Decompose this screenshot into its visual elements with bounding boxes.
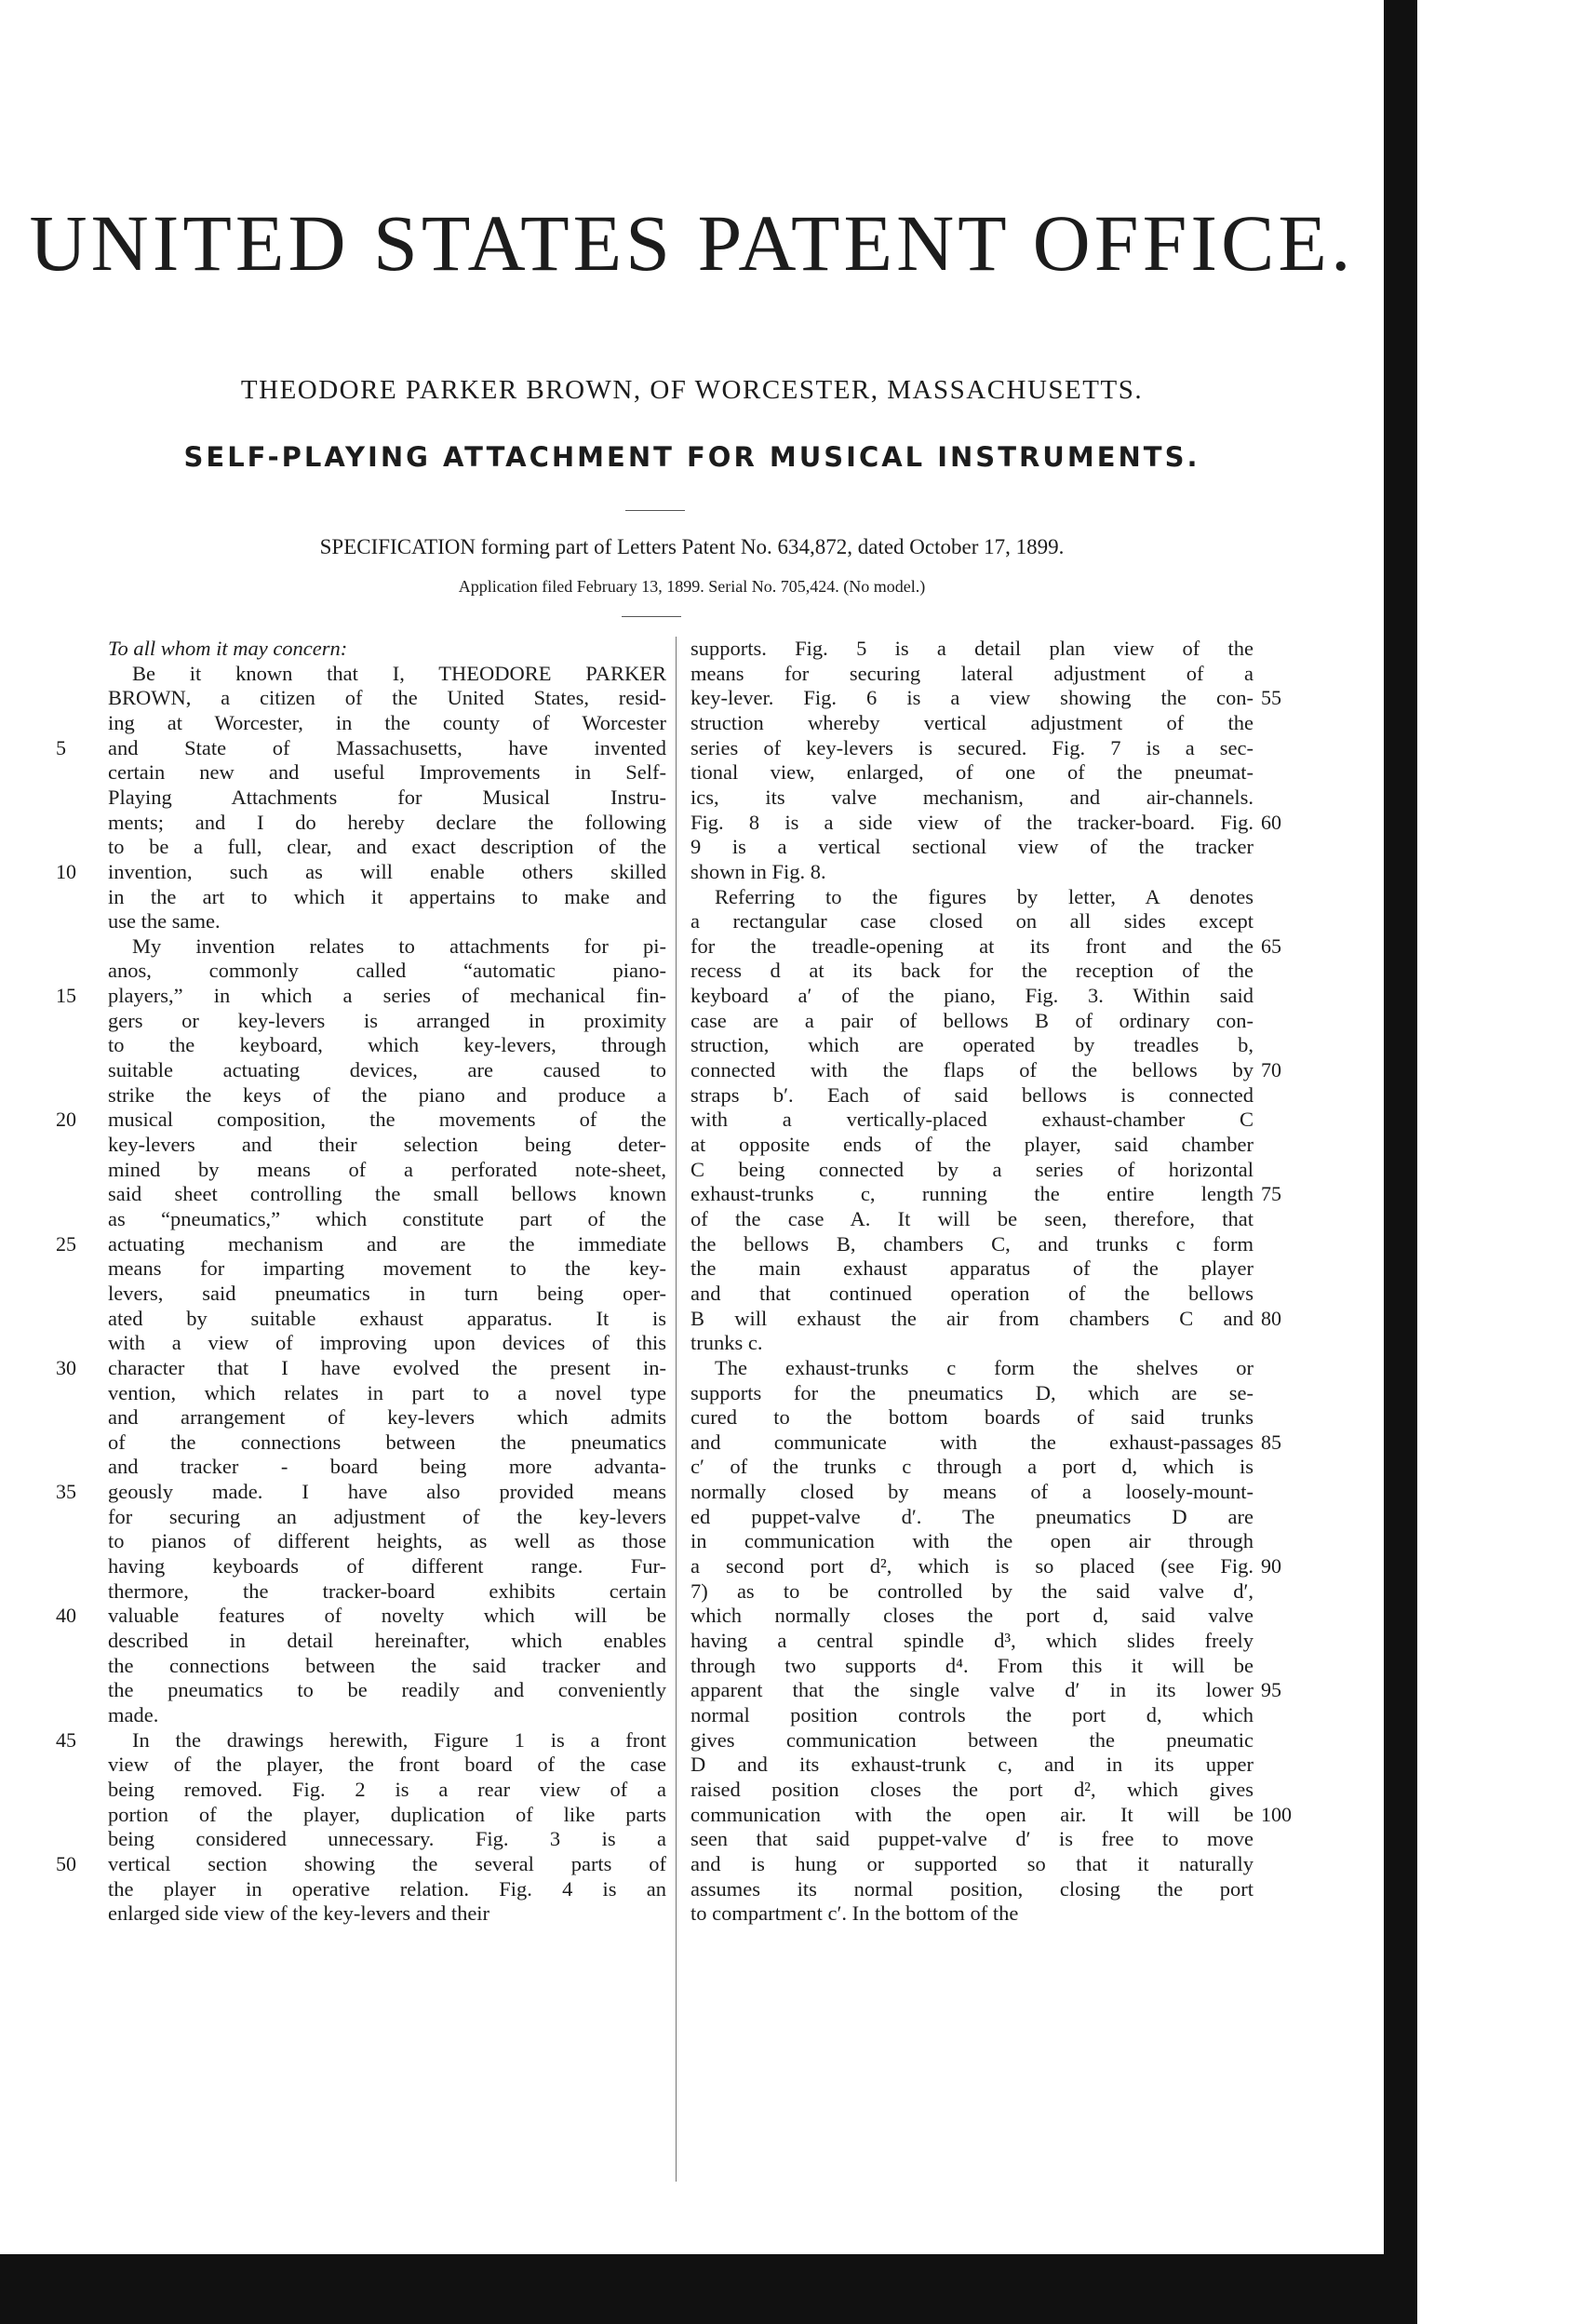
text-line: actuating mechanism and are the immediate	[108, 1231, 666, 1256]
text-line: to compartment c′. In the bottom of the	[690, 1901, 1019, 1926]
text-line: in the art to which it appertains to make and	[108, 884, 666, 908]
text-line: the connections between the said tracker and	[108, 1653, 666, 1677]
line-number: 45	[56, 1727, 76, 1752]
line-number: 75	[1261, 1182, 1281, 1206]
line-number: 100	[1261, 1802, 1292, 1826]
line-number: 15	[56, 984, 76, 1008]
line-number: 65	[1261, 934, 1281, 958]
text-line: My invention relates to attachments for pi-	[132, 934, 666, 958]
text-line: of the connections between the pneumatics	[108, 1430, 666, 1454]
text-line: mined by means of a perforated note-sheet,	[108, 1157, 666, 1181]
text-line: in communication with the open air through	[690, 1529, 1254, 1553]
text-line: being removed. Fig. 2 is a rear view of a	[108, 1777, 666, 1801]
text-line: normal position controls the port d, which	[690, 1702, 1254, 1726]
text-line: of the case A. It will be seen, therefore, that	[690, 1206, 1254, 1230]
text-line: Playing Attachments for Musical Instru-	[108, 785, 666, 809]
text-line: a rectangular case closed on all sides except	[690, 909, 1254, 934]
text-line: and arrangement of key-levers which admits	[108, 1405, 666, 1430]
text-line: levers, said pneumatics in turn being oper-	[108, 1281, 666, 1305]
text-line: having a central spindle d³, which slides freely	[690, 1629, 1254, 1652]
text-line: and tracker - board being more advanta-	[108, 1455, 666, 1479]
text-line: anos, commonly called “automatic piano-	[108, 959, 666, 983]
text-line: trunks c.	[690, 1331, 763, 1355]
text-line: The exhaust-trunks c form the shelves or	[715, 1355, 1254, 1379]
text-line: with a view of improving upon devices of this	[108, 1331, 666, 1355]
text-line: tional view, enlarged, of one of the pneumat-	[690, 760, 1254, 785]
text-line: view of the player, the front board of the case	[108, 1753, 666, 1777]
text-line: and communicate with the exhaust-passages	[690, 1430, 1254, 1454]
text-line: C being connected by a series of horizontal	[690, 1157, 1254, 1181]
text-line: strike the keys of the piano and produce a	[108, 1082, 666, 1107]
text-line: valuable features of novelty which will be	[108, 1604, 666, 1628]
text-line: having keyboards of different range. Fur-	[108, 1554, 666, 1578]
office-title: UNITED STATES PATENT OFFICE.	[29, 198, 1355, 288]
text-line: ments; and I do hereby declare the following	[108, 810, 666, 834]
column-divider	[676, 637, 677, 2182]
line-number: 50	[56, 1851, 76, 1875]
text-line: suitable actuating devices, are caused to	[108, 1058, 666, 1082]
text-line: as “pneumatics,” which constitute part of the	[108, 1206, 666, 1230]
text-line: means for imparting movement to the key-	[108, 1256, 666, 1281]
text-line: 9 is a vertical sectional view of the tracker	[690, 835, 1254, 859]
text-line: supports. Fig. 5 is a detail plan view of the	[690, 637, 1254, 660]
text-line: for securing an adjustment of the key-levers	[108, 1504, 666, 1528]
text-line: ics, its valve mechanism, and air-channels.	[690, 785, 1254, 809]
specification-line: SPECIFICATION forming part of Letters Patent No. 634,872, dated October 17, 1899.	[319, 535, 1065, 558]
text-line: vertical section showing the several parts of	[108, 1851, 666, 1875]
text-line: the player in operative relation. Fig. 4 is an	[108, 1876, 666, 1901]
text-line: thermore, the tracker-board exhibits certain	[108, 1578, 666, 1603]
line-number: 85	[1261, 1430, 1281, 1454]
text-line: shown in Fig. 8.	[690, 859, 826, 883]
text-line: apparent that the single valve d′ in its lower	[690, 1678, 1254, 1702]
line-number: 30	[56, 1355, 76, 1379]
text-line: invention, such as will enable others skilled	[108, 859, 666, 883]
text-line: gers or key-levers is arranged in proximity	[108, 1008, 666, 1032]
text-line: for the treadle-opening at its front and the	[690, 934, 1254, 958]
line-number: 90	[1261, 1554, 1281, 1578]
text-line: and that continued operation of the bellows	[690, 1281, 1254, 1305]
text-line: straps b′. Each of said bellows is connected	[690, 1082, 1254, 1107]
text-line: gives communication between the pneumatic	[690, 1727, 1254, 1752]
line-number: 35	[56, 1480, 76, 1504]
text-line: portion of the player, duplication of like parts	[108, 1802, 666, 1826]
text-line: c′ of the trunks c through a port d, which is	[690, 1455, 1254, 1479]
text-line: case are a pair of bellows B of ordinary con-	[690, 1008, 1254, 1032]
text-line: cured to the bottom boards of said trunks	[690, 1405, 1254, 1430]
text-line: Referring to the figures by letter, A denotes	[715, 884, 1254, 908]
text-line: ed puppet-valve d′. The pneumatics D are	[690, 1504, 1254, 1528]
text-line: struction whereby vertical adjustment of the	[690, 710, 1254, 734]
header-rule	[625, 510, 685, 511]
text-line: Be it known that I, THEODORE PARKER	[132, 661, 666, 685]
text-line: geously made. I have also provided means	[108, 1480, 666, 1504]
text-line: the bellows B, chambers C, and trunks c form	[690, 1231, 1254, 1256]
text-line: through two supports d⁴. From this it will be	[690, 1653, 1254, 1677]
line-number: 40	[56, 1604, 76, 1628]
inventor-line: THEODORE PARKER BROWN, OF WORCESTER, MASSACHUSETTS.	[240, 375, 1144, 405]
text-line: communication with the open air. It will be	[690, 1802, 1254, 1826]
text-line: key-lever. Fig. 6 is a view showing the con-	[690, 686, 1254, 710]
text-line: series of key-levers is secured. Fig. 7 is a sec-	[690, 735, 1254, 759]
text-line: ated by suitable exhaust apparatus. It is	[108, 1306, 666, 1330]
line-number: 80	[1261, 1306, 1281, 1330]
line-number: 25	[56, 1231, 76, 1256]
text-line: character that I have evolved the present in-	[108, 1355, 666, 1379]
text-line: musical composition, the movements of the	[108, 1108, 666, 1132]
text-line: connected with the flaps of the bellows by	[690, 1058, 1254, 1082]
line-number: 5	[56, 735, 66, 759]
text-line: with a vertically-placed exhaust-chamber C	[690, 1108, 1254, 1132]
text-line: the main exhaust apparatus of the player	[690, 1256, 1254, 1281]
text-line: supports for the pneumatics D, which are se-	[690, 1380, 1254, 1404]
text-line: ing at Worcester, in the county of Worcester	[108, 710, 666, 734]
application-line: Application filed February 13, 1899. Serial No. 705,424. (No model.)	[458, 577, 926, 596]
text-line: keyboard a′ of the piano, Fig. 3. Within said	[690, 984, 1254, 1008]
text-line: D and its exhaust-trunk c, and in its upper	[690, 1753, 1254, 1777]
text-line: said sheet controlling the small bellows known	[108, 1182, 666, 1206]
text-line: use the same.	[108, 909, 221, 934]
text-line: a second port d², which is so placed (see Fig.	[690, 1554, 1254, 1578]
text-line: the pneumatics to be readily and conveniently	[108, 1678, 666, 1702]
text-line: players,” in which a series of mechanical fin-	[108, 984, 666, 1008]
text-line: struction, which are operated by treadles b,	[690, 1033, 1254, 1057]
text-line: In the drawings herewith, Figure 1 is a front	[132, 1727, 666, 1752]
text-line: at opposite ends of the player, said chamber	[690, 1133, 1254, 1156]
text-line: vention, which relates in part to a novel type	[108, 1380, 666, 1404]
text-line: B will exhaust the air from chambers C and	[690, 1306, 1254, 1330]
text-line: and is hung or supported so that it naturally	[690, 1851, 1254, 1875]
text-line: being considered unnecessary. Fig. 3 is a	[108, 1827, 666, 1851]
text-line: raised position closes the port d², which gives	[690, 1777, 1254, 1801]
line-number: 60	[1261, 810, 1281, 834]
line-number: 95	[1261, 1678, 1281, 1702]
text-line: certain new and useful Improvements in Self-	[108, 760, 666, 785]
text-line: normally closed by means of a loosely-mount-	[690, 1480, 1254, 1504]
text-line: key-levers and their selection being deter-	[108, 1133, 666, 1156]
line-number: 55	[1261, 686, 1281, 710]
text-line: enlarged side view of the key-levers and their	[108, 1901, 490, 1926]
text-line: assumes its normal position, closing the port	[690, 1876, 1254, 1901]
text-line: BROWN, a citizen of the United States, resid-	[108, 686, 666, 710]
text-line: to pianos of different heights, as well as those	[108, 1529, 666, 1553]
text-line: and State of Massachusetts, have invented	[108, 735, 666, 759]
text-line: seen that said puppet-valve d′ is free to move	[690, 1827, 1254, 1851]
text-line: exhaust-trunks c, running the entire length	[690, 1182, 1254, 1206]
scan-edge-bottom	[0, 2254, 1417, 2324]
invention-title: SELF-PLAYING ATTACHMENT FOR MUSICAL INSTRUMENTS.	[183, 441, 1200, 473]
line-number: 10	[56, 859, 76, 883]
text-line: described in detail hereinafter, which enables	[108, 1629, 666, 1652]
text-line: Fig. 8 is a side view of the tracker-board. Fig.	[690, 810, 1254, 834]
text-line: to be a full, clear, and exact description of the	[108, 835, 666, 859]
text-line: to the keyboard, which key-levers, through	[108, 1033, 666, 1057]
text-line: To all whom it may concern:	[108, 637, 348, 660]
text-line: 7) as to be controlled by the said valve d′,	[690, 1578, 1254, 1603]
line-number: 70	[1261, 1058, 1281, 1082]
header-rule-2	[622, 616, 681, 617]
text-line: which normally closes the port d, said valve	[690, 1604, 1254, 1628]
text-line: made.	[108, 1702, 159, 1726]
text-line: means for securing lateral adjustment of a	[690, 661, 1254, 685]
text-line: recess d at its back for the reception of the	[690, 959, 1254, 983]
line-number: 20	[56, 1108, 76, 1132]
scan-edge-right	[1384, 0, 1417, 2324]
